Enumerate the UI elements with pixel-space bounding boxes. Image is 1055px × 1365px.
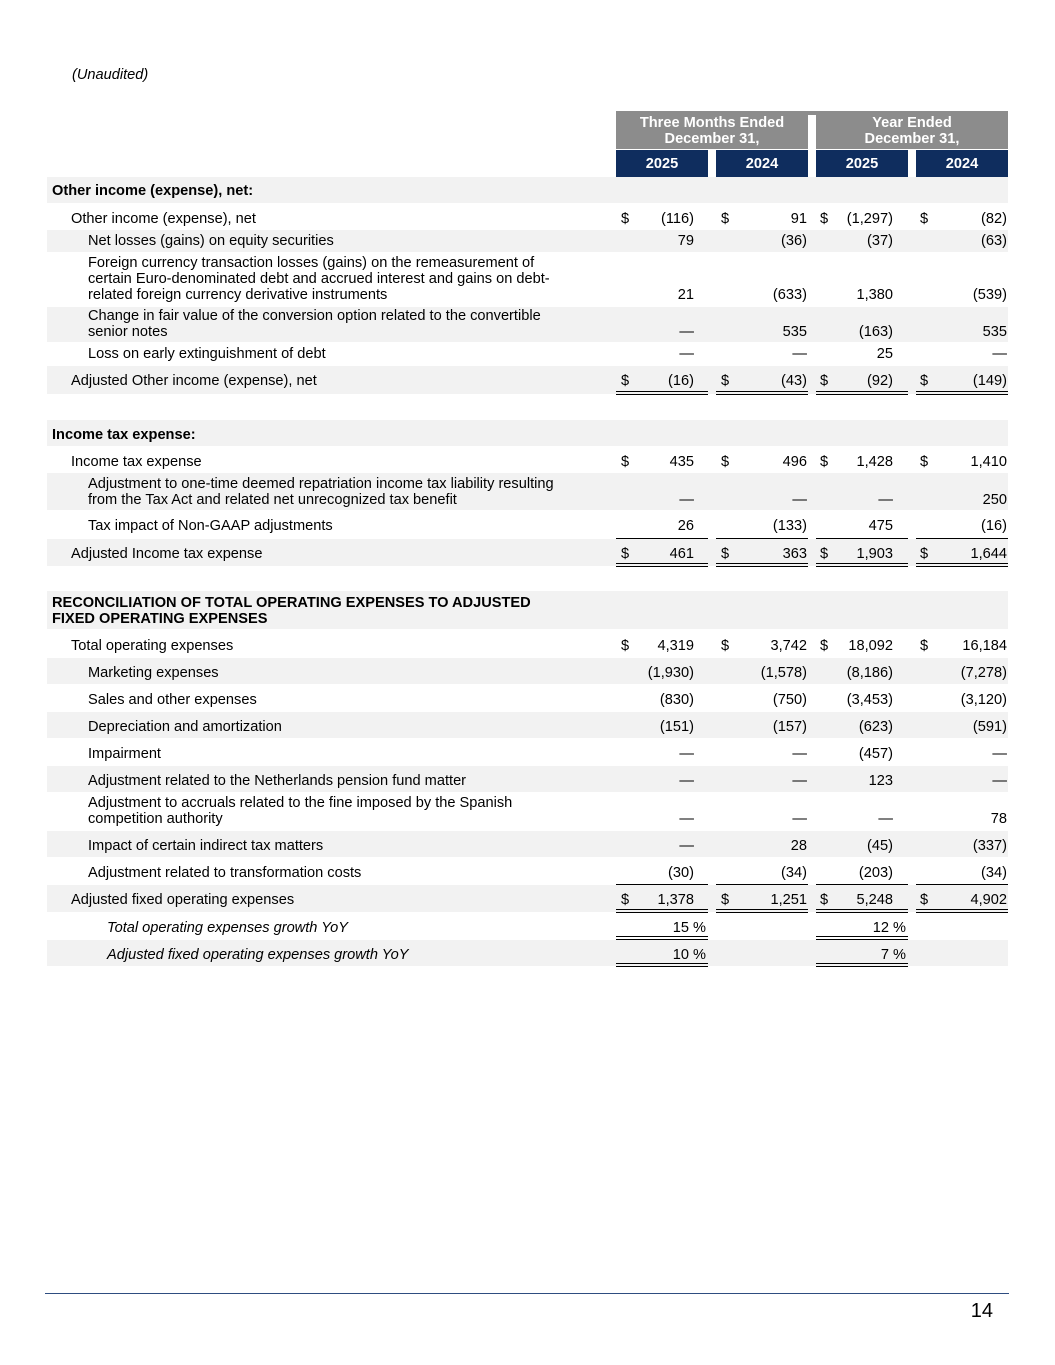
table-row <box>47 511 1008 538</box>
cell-value: 435 <box>669 454 694 470</box>
row-label: Adjustment related to transformation costs <box>88 865 362 881</box>
cell-value: — <box>792 746 807 762</box>
table-row <box>47 473 1008 510</box>
cell-value: — <box>679 838 694 854</box>
section-header-row <box>47 591 1008 629</box>
cell-value: (30) <box>668 865 694 881</box>
cell-value: 3,742 <box>770 638 807 654</box>
currency-symbol: $ <box>721 454 730 470</box>
cell-value: — <box>792 346 807 362</box>
row-label: Marketing expenses <box>88 665 219 681</box>
cell-value: 535 <box>982 324 1007 340</box>
row-label: Foreign currency transaction losses (gains) on the remeasurement of certain Euro-denominated debt and accrued interest and gains on debt- related foreign currency derivative instruments <box>88 255 550 303</box>
cell-value: (633) <box>772 287 807 303</box>
cell-value: (34) <box>781 865 807 881</box>
cell-value: (149) <box>972 373 1007 389</box>
cell-value: 28 <box>790 838 807 854</box>
cell-value: 1,378 <box>657 892 694 908</box>
cell-value: — <box>792 773 807 789</box>
cell-value: (16) <box>981 518 1007 534</box>
cell-value: — <box>679 811 694 827</box>
currency-symbol: $ <box>621 373 630 389</box>
cell-value: 1,251 <box>770 892 807 908</box>
cell-value: — <box>679 746 694 762</box>
double-underline <box>616 563 708 567</box>
row-label: Adjustment to accruals related to the fine imposed by the Spanish competition authority <box>88 795 513 827</box>
currency-symbol: $ <box>820 373 829 389</box>
currency-symbol: $ <box>820 638 829 654</box>
currency-symbol: $ <box>820 546 829 562</box>
cell-value: (1,578) <box>760 665 807 681</box>
double-underline <box>916 563 1008 567</box>
row-label: Tax impact of Non-GAAP adjustments <box>88 518 333 534</box>
row-label: Loss on early extinguishment of debt <box>88 346 326 362</box>
cell-value: 7 % <box>880 947 906 963</box>
cell-value: — <box>679 346 694 362</box>
cell-value: (116) <box>661 211 694 227</box>
table-row <box>47 940 1008 966</box>
currency-symbol: $ <box>721 373 730 389</box>
cell-value: 10 % <box>672 947 706 963</box>
cell-value: (43) <box>781 373 807 389</box>
currency-symbol: $ <box>621 454 630 470</box>
row-label: Sales and other expenses <box>88 692 257 708</box>
cell-value: 15 % <box>672 920 706 936</box>
cell-value: 18,092 <box>848 638 893 654</box>
currency-symbol: $ <box>721 211 730 227</box>
cell-value: 1,644 <box>970 546 1007 562</box>
cell-value: (3,120) <box>960 692 1007 708</box>
cell-value: (539) <box>972 287 1007 303</box>
cell-value: 5,248 <box>856 892 893 908</box>
cell-value: (1,297) <box>846 211 893 227</box>
cell-value: 25 <box>876 346 893 362</box>
currency-symbol: $ <box>920 638 929 654</box>
double-underline <box>816 963 908 967</box>
cell-value: — <box>878 492 893 508</box>
row-label: Change in fair value of the conversion option related to the convertible senior notes <box>88 308 541 340</box>
table-row <box>47 366 1008 394</box>
cell-value: 21 <box>677 287 694 303</box>
cell-value: 4,902 <box>970 892 1007 908</box>
row-label: Adjusted Other income (expense), net <box>71 373 317 389</box>
row-label: Total operating expenses <box>71 638 234 654</box>
cell-value: — <box>679 324 694 340</box>
table-row <box>47 205 1008 229</box>
cell-value: 363 <box>782 546 807 562</box>
row-label: Adjusted Income tax expense <box>71 546 263 562</box>
cell-value: (203) <box>858 865 893 881</box>
row-label: Adjusted fixed operating expenses <box>71 892 295 908</box>
cell-value: 123 <box>868 773 893 789</box>
row-label: RECONCILIATION OF TOTAL OPERATING EXPENSES TO ADJUSTED FIXED OPERATING EXPENSES <box>52 595 531 627</box>
section-header-row <box>47 177 1008 203</box>
row-label: Depreciation and amortization <box>88 719 282 735</box>
cell-value: (7,278) <box>960 665 1007 681</box>
table-row <box>47 831 1008 857</box>
page-number: 14 <box>970 1300 993 1322</box>
cell-value: 1,903 <box>856 546 893 562</box>
row-label: Impact of certain indirect tax matters <box>88 838 324 854</box>
cell-value: 12 % <box>872 920 906 936</box>
table-row <box>47 539 1008 566</box>
cell-value: — <box>792 492 807 508</box>
row-label: Adjustment to one-time deemed repatriation income tax liability resulting from the Tax Act and related net unrecognized tax benefit <box>88 476 554 508</box>
double-underline <box>916 391 1008 395</box>
currency-symbol: $ <box>920 454 929 470</box>
row-label: Income tax expense <box>71 454 202 470</box>
double-underline <box>616 391 708 395</box>
double-underline <box>616 963 708 967</box>
cell-value: (34) <box>981 865 1007 881</box>
table-row <box>47 307 1008 342</box>
currency-symbol: $ <box>920 546 929 562</box>
cell-value: — <box>679 773 694 789</box>
table-row <box>47 858 1008 884</box>
cell-value: 461 <box>669 546 694 562</box>
cell-value: (591) <box>972 719 1007 735</box>
currency-symbol: $ <box>820 211 829 227</box>
currency-symbol: $ <box>621 892 630 908</box>
cell-value: 91 <box>790 211 807 227</box>
cell-value: — <box>992 346 1007 362</box>
table-row <box>47 343 1008 365</box>
cell-value: 496 <box>782 454 807 470</box>
table-row <box>47 448 1008 472</box>
cell-value: (623) <box>858 719 893 735</box>
table-row <box>47 685 1008 711</box>
cell-value: (157) <box>772 719 807 735</box>
cell-value: 78 <box>990 811 1007 827</box>
unaudited-note: (Unaudited) <box>72 67 149 83</box>
table-row <box>47 885 1008 912</box>
currency-symbol: $ <box>621 546 630 562</box>
header-year-1: 2025 <box>616 150 708 178</box>
header-three-months: Three Months Ended December 31, <box>616 111 808 149</box>
table-row <box>47 631 1008 657</box>
cell-value: — <box>679 492 694 508</box>
cell-value: (3,453) <box>846 692 893 708</box>
cell-value: (63) <box>981 233 1007 249</box>
double-underline <box>816 391 908 395</box>
row-label: Impairment <box>88 746 161 762</box>
cell-value: — <box>878 811 893 827</box>
cell-value: (337) <box>972 838 1007 854</box>
table-row <box>47 739 1008 765</box>
cell-value: (45) <box>867 838 893 854</box>
cell-value: 26 <box>677 518 694 534</box>
table-row <box>47 253 1008 306</box>
cell-value: 4,319 <box>657 638 694 654</box>
table-row <box>47 230 1008 252</box>
cell-value: (82) <box>981 211 1007 227</box>
cell-value: 16,184 <box>962 638 1007 654</box>
cell-value: (1,930) <box>647 665 694 681</box>
table-row <box>47 793 1008 829</box>
row-label: Adjusted fixed operating expenses growth YoY <box>107 947 409 963</box>
cell-value: 1,428 <box>856 454 893 470</box>
cell-value: — <box>992 773 1007 789</box>
currency-symbol: $ <box>820 892 829 908</box>
double-underline <box>716 391 808 395</box>
row-label: Total operating expenses growth YoY <box>107 920 348 936</box>
cell-value: (163) <box>858 324 893 340</box>
double-underline <box>716 563 808 567</box>
cell-value: (830) <box>659 692 694 708</box>
footer-rule <box>45 1293 1009 1294</box>
currency-symbol: $ <box>621 638 630 654</box>
cell-value: 1,410 <box>970 454 1007 470</box>
cell-value: (151) <box>659 719 694 735</box>
cell-value: — <box>992 746 1007 762</box>
cell-value: 79 <box>677 233 694 249</box>
table-row <box>47 658 1008 684</box>
cell-value: (37) <box>867 233 893 249</box>
cell-value: (750) <box>772 692 807 708</box>
currency-symbol: $ <box>721 638 730 654</box>
currency-symbol: $ <box>721 546 730 562</box>
cell-value: — <box>792 811 807 827</box>
currency-symbol: $ <box>920 892 929 908</box>
table-row <box>47 766 1008 792</box>
currency-symbol: $ <box>920 373 929 389</box>
cell-value: (133) <box>772 518 807 534</box>
cell-value: 1,380 <box>856 287 893 303</box>
row-label: Adjustment related to the Netherlands pension fund matter <box>88 773 467 789</box>
table-row <box>47 913 1008 939</box>
header-year-ended: Year Ended December 31, <box>816 111 1008 149</box>
cell-value: 250 <box>982 492 1007 508</box>
currency-symbol: $ <box>621 211 630 227</box>
section-header-row <box>47 420 1008 446</box>
header-year-2: 2024 <box>716 150 808 178</box>
currency-symbol: $ <box>920 211 929 227</box>
cell-value: (8,186) <box>846 665 893 681</box>
row-label: Other income (expense), net <box>71 211 256 227</box>
header-year-4: 2024 <box>916 150 1008 178</box>
cell-value: (92) <box>867 373 893 389</box>
table-row <box>47 712 1008 738</box>
cell-value: (457) <box>858 746 893 762</box>
row-label: Income tax expense: <box>52 427 196 443</box>
cell-value: 535 <box>782 324 807 340</box>
row-label: Other income (expense), net: <box>52 183 254 199</box>
row-label: Net losses (gains) on equity securities <box>88 233 334 249</box>
cell-value: (16) <box>668 373 694 389</box>
cell-value: 475 <box>868 518 893 534</box>
double-underline <box>816 563 908 567</box>
currency-symbol: $ <box>721 892 730 908</box>
currency-symbol: $ <box>820 454 829 470</box>
header-year-3: 2025 <box>816 150 908 178</box>
cell-value: (36) <box>781 233 807 249</box>
